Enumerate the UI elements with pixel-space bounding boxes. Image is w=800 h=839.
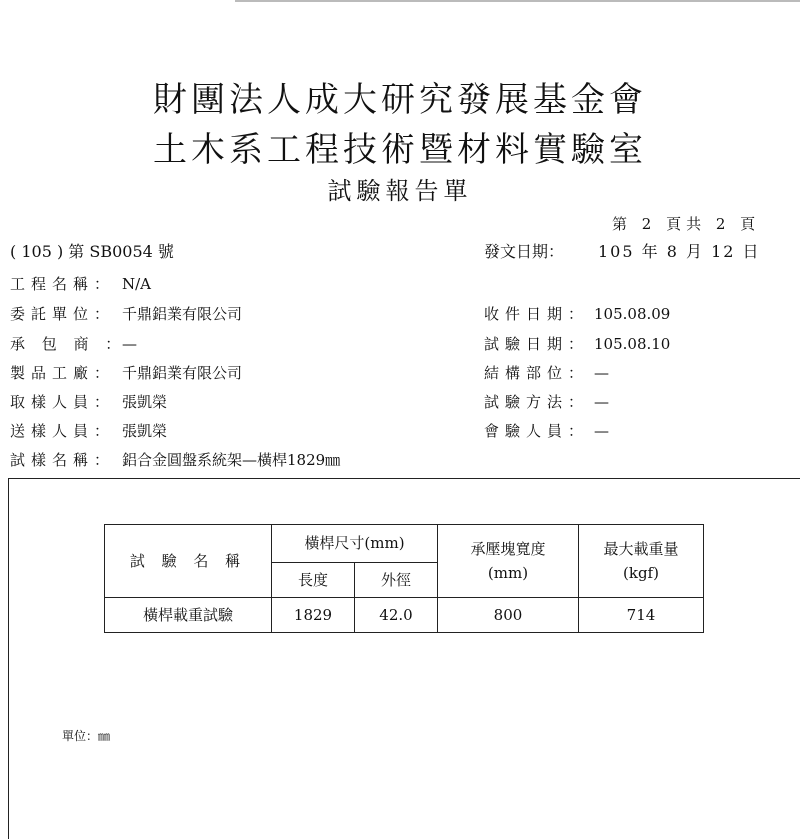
page-info: 第 2 頁共 2 頁 xyxy=(612,215,761,233)
field-value-contractor: — xyxy=(122,335,137,353)
form-title: 試驗報告單 xyxy=(327,177,473,205)
field-value-test-method: — xyxy=(594,393,609,411)
field-label-factory: 製品工廠： xyxy=(10,364,116,382)
field-label-deliverer: 送樣人員： xyxy=(10,422,116,440)
org-title-line1: 財團法人成大研究發展基金會 xyxy=(153,80,647,120)
field-value-structure-part: — xyxy=(594,364,609,382)
header-size: 橫桿尺寸(mm) xyxy=(272,525,438,563)
header-length: 長度 xyxy=(272,562,355,598)
field-label-sampler: 取樣人員： xyxy=(10,393,116,411)
org-title-line2: 土木系工程技術暨材料實驗室 xyxy=(153,130,647,170)
report-number: ( 105 ) 第 SB0054 號 xyxy=(10,242,174,261)
field-value-client: 千鼎鋁業有限公司 xyxy=(122,305,243,323)
issue-date-label: 發文日期： xyxy=(484,242,565,261)
field-value-factory: 千鼎鋁業有限公司 xyxy=(122,364,243,382)
header-max-load: 最大載重量 (kgf) xyxy=(579,525,704,598)
header-plate-width: 承壓塊寬度 (mm) xyxy=(438,525,579,598)
field-label-test-date: 試驗日期： xyxy=(484,335,590,353)
field-value-received-date: 105.08.09 xyxy=(594,305,671,323)
field-value-project: N/A xyxy=(122,275,152,293)
field-value-test-date: 105.08.10 xyxy=(594,335,671,353)
field-label-structure-part: 結構部位： xyxy=(484,364,590,382)
cell-outer-diameter: 42.0 xyxy=(355,598,438,633)
field-label-witness: 會驗人員： xyxy=(484,422,590,440)
scan-edge-line xyxy=(235,0,800,2)
field-value-sample-name: 鋁合金圓盤系統架—橫桿1829㎜ xyxy=(122,451,341,469)
field-value-witness: — xyxy=(594,422,609,440)
results-table xyxy=(104,524,704,633)
cell-max-load: 714 xyxy=(579,598,704,633)
field-label-sample-name: 試樣名稱： xyxy=(10,451,116,469)
cell-length: 1829 xyxy=(272,598,355,633)
issue-date-value: 105 年 8 月 12 日 xyxy=(598,242,761,261)
cell-plate-width: 800 xyxy=(438,598,579,633)
field-label-contractor: 承 包 商 ： xyxy=(10,335,127,353)
header-outer-diameter: 外徑 xyxy=(355,562,438,598)
field-value-sampler: 張凱榮 xyxy=(122,393,168,411)
field-value-deliverer: 張凱榮 xyxy=(122,422,168,440)
field-label-project: 工程名稱： xyxy=(10,275,116,293)
field-label-test-method: 試驗方法： xyxy=(484,393,590,411)
unit-note: 單位：㎜ xyxy=(62,729,111,743)
table-row xyxy=(105,598,704,633)
header-test-name: 試 驗 名 稱 xyxy=(105,525,272,598)
field-label-received-date: 收件日期： xyxy=(484,305,590,323)
field-label-client: 委託單位： xyxy=(10,305,116,323)
cell-test-name: 橫桿載重試驗 xyxy=(105,598,272,633)
